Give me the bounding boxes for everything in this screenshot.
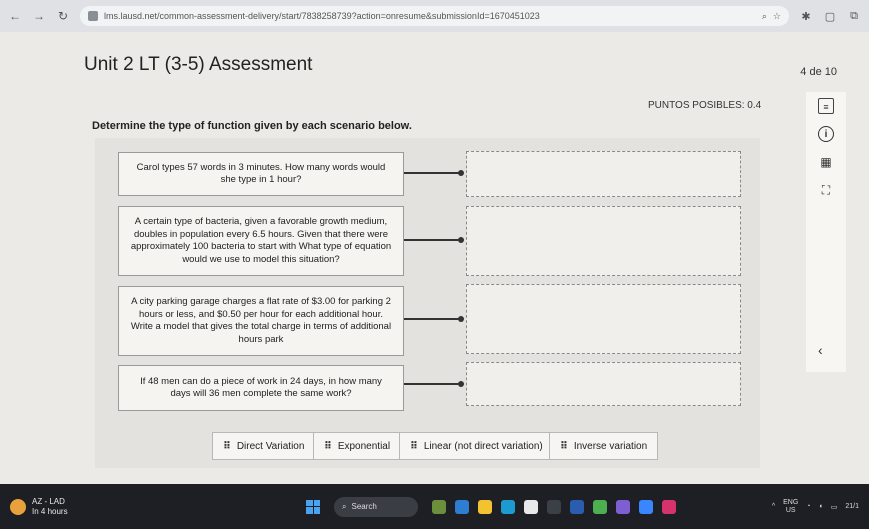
match-connector-3: [404, 318, 462, 320]
volume-icon[interactable]: ◖: [818, 503, 823, 510]
forward-icon[interactable]: →: [33, 9, 45, 23]
wifi-icon[interactable]: ◔: [806, 503, 811, 510]
question-counter: 4 de 10: [800, 66, 837, 78]
edge-icon[interactable]: [501, 500, 515, 514]
app-icon[interactable]: [570, 500, 584, 514]
back-icon[interactable]: ←: [9, 9, 21, 23]
language-code: ENG: [783, 498, 799, 506]
match-connector-1: [404, 172, 462, 174]
fullscreen-icon[interactable]: ⛶: [821, 183, 831, 197]
drop-target-2[interactable]: [466, 206, 741, 276]
collapse-chevron-icon[interactable]: ‹: [818, 342, 823, 358]
app-icon[interactable]: [616, 500, 630, 514]
option-exponential[interactable]: [313, 432, 401, 460]
chevron-up-icon[interactable]: ^: [771, 503, 776, 510]
option-label: Direct Variation: [236, 440, 305, 452]
search-label: Search: [351, 502, 377, 511]
question-instruction: Determine the type of function given by each scenario below.: [92, 120, 412, 132]
app-icon[interactable]: [455, 500, 469, 514]
url-text: lms.lausd.net/common-assessment-delivery/start/7838258739?action=onresume&submissionId=1670451023: [104, 11, 540, 21]
site-info-icon[interactable]: [88, 11, 98, 21]
option-label: Exponential: [337, 440, 391, 452]
drag-handle-icon[interactable]: ⠿: [324, 440, 332, 452]
option-label: Linear (not direct variation): [423, 440, 543, 452]
battery-icon[interactable]: ▭: [830, 503, 838, 511]
possible-points: PUNTOS POSIBLES: 0.4: [648, 100, 762, 111]
reload-icon[interactable]: ↻: [57, 9, 69, 23]
option-direct-variation[interactable]: [212, 432, 315, 460]
windows-taskbar: [0, 484, 869, 529]
system-tray: [772, 499, 859, 515]
accessibility-icon[interactable]: i: [818, 126, 834, 142]
region-code: US: [785, 506, 796, 514]
weather-title: AZ - LAD: [32, 496, 65, 506]
app-icon[interactable]: [662, 500, 676, 514]
drop-target-1[interactable]: [466, 151, 741, 197]
calculator-icon[interactable]: ▦: [820, 155, 832, 169]
scenario-prompt-2: A certain type of bacteria, given a favorable growth medium, doubles in population every 6.5 hours. Given that there were approximately 100 bacteria to start with What type of equation would we use to model this situation?: [118, 206, 404, 276]
pinned-apps: [432, 500, 676, 514]
scenario-prompt-4: If 48 men can do a piece of work in 24 days, in how many days will 36 men complete the same work?: [118, 365, 404, 411]
match-connector-4: [404, 383, 462, 385]
clock[interactable]: 21/1: [845, 503, 859, 510]
extension-icon[interactable]: ✱: [801, 10, 811, 23]
address-bar[interactable]: [80, 6, 789, 26]
zoom-icon[interactable]: ⌕: [761, 10, 767, 21]
option-label: Inverse variation: [573, 440, 648, 452]
window-icon[interactable]: ⧉: [850, 9, 858, 22]
weather-widget[interactable]: [10, 497, 250, 517]
drop-target-4[interactable]: [466, 362, 741, 406]
app-icon[interactable]: [432, 500, 446, 514]
taskbar-search[interactable]: [334, 497, 418, 517]
assessment-page: [0, 32, 869, 484]
drag-handle-icon[interactable]: ⠿: [410, 440, 418, 452]
drop-target-3[interactable]: [466, 284, 741, 354]
language-indicator[interactable]: [783, 499, 798, 515]
page-title: Unit 2 LT (3-5) Assessment: [84, 54, 313, 75]
drag-handle-icon[interactable]: ⠿: [223, 440, 231, 452]
option-inverse-variation[interactable]: [549, 432, 658, 460]
star-icon[interactable]: ☆: [772, 10, 781, 21]
drag-handle-icon[interactable]: ⠿: [560, 440, 568, 452]
app-icon[interactable]: [547, 500, 561, 514]
start-icon[interactable]: [306, 500, 320, 514]
search-icon: ⌕: [342, 501, 347, 511]
sidepanel-icon[interactable]: ▢: [824, 10, 836, 23]
folder-icon[interactable]: [478, 500, 492, 514]
scenario-prompt-1: Carol types 57 words in 3 minutes. How many words would she type in 1 hour?: [118, 152, 404, 196]
notes-icon[interactable]: ≡: [818, 98, 834, 114]
scenario-prompt-3: A city parking garage charges a flat rate of $3.00 for parking 2 hours or less, and $0.50 per hour for each additional hour. Write a model that gives the total charge in terms of additional hours park: [118, 286, 404, 356]
weather-icon: [10, 499, 26, 515]
tools-sidebar: [806, 92, 846, 372]
browser-toolbar: [0, 0, 869, 32]
match-connector-2: [404, 239, 462, 241]
weather-subtitle: In 4 hours: [32, 506, 68, 516]
app-icon[interactable]: [524, 500, 538, 514]
chrome-icon[interactable]: [593, 500, 607, 514]
option-linear[interactable]: [399, 432, 554, 460]
app-icon[interactable]: [639, 500, 653, 514]
